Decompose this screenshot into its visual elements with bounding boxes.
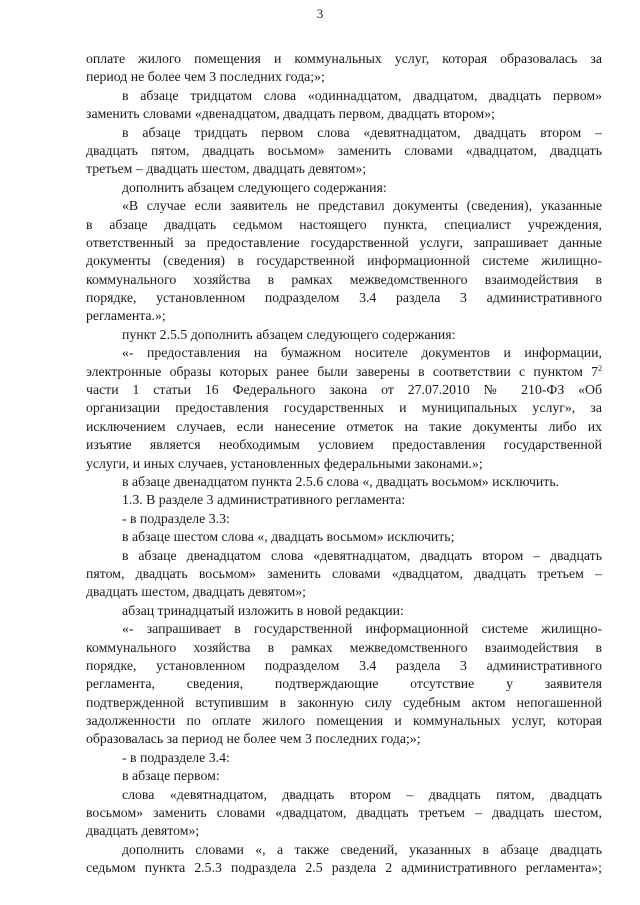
text-line: пятом, двадцать восьмом» заменить словами «двадцатом, двадцать третьем –	[86, 565, 602, 581]
text-line: «- предоставления на бумажном носителе документов и информации,	[122, 345, 602, 361]
text-line: слова «девятнадцатом, двадцать втором – двадцать пятом, двадцать	[122, 786, 602, 802]
text-line: электронные образы которых ранее были заверены в соответствии с пунктом $7^2$	[86, 363, 602, 379]
text-line: услуги, и иных случаев, установленных федеральными законами.»;	[86, 455, 483, 471]
text-line: подтвержденной вступившим в законную силу судебным актом непогашенной	[86, 694, 602, 710]
text-line: восьмом» заменить словами «двадцатом, двадцать третьем – двадцать шестом,	[86, 805, 602, 821]
text-line: двадцать девятом»;	[86, 823, 200, 839]
text-line: 1.3. В разделе 3 административного регламента:	[122, 492, 406, 508]
text-line: период не более чем 3 последних года;»;	[86, 69, 325, 85]
text-line: двадцать пятом, двадцать восьмом» заменить словами «двадцатом, двадцать	[86, 142, 602, 158]
text-line: регламента.»;	[86, 308, 166, 324]
text-line: в абзаце двадцать седьмом настоящего пункта, специалист учреждения,	[86, 216, 602, 232]
text-line: двадцать шестом, двадцать девятом»;	[86, 584, 306, 600]
text-line: исключением случаев, если нанесение отметок на такие документы либо их	[86, 418, 602, 434]
text-line: коммунального хозяйства в рамках межведомственного взаимодействия в	[86, 639, 602, 655]
text-line: «В случае если заявитель не представил документы (сведения), указанные	[122, 198, 602, 214]
text-line: оплате жилого помещения и коммунальных услуг, которая образовалась за	[86, 51, 602, 66]
text-line: в абзаце двенадцатом слова «девятнадцатом, двадцать втором – двадцать	[122, 547, 602, 563]
text-line: порядке, установленном подразделом 3.4 раздела 3 административного	[86, 290, 602, 306]
text-line: образовалась за период не более чем 3 последних года;»;	[86, 731, 421, 747]
text-line: в абзаце шестом слова «, двадцать восьмом» исключить;	[122, 529, 455, 545]
text-line: абзац тринадцатый изложить в новой редакции:	[122, 602, 404, 618]
text-line: ответственный за предоставление государственной услуги, запрашивает данные	[86, 234, 602, 250]
page-number: 3	[316, 6, 324, 21]
text-line: пункт 2.5.5 дополнить абзацем следующего содержания:	[122, 326, 456, 342]
text-line: задолженности по оплате жилого помещения и коммунальных услуг, которая	[86, 713, 602, 729]
text-line: седьмом пункта 2.5.3 подраздела 2.5 раздела 2 административного регламента»;	[86, 860, 602, 876]
text-line: - в подразделе 3.4:	[122, 749, 230, 765]
text-line: организации предоставления государственных и муниципальных услуг», за	[86, 400, 602, 416]
text-line: дополнить абзацем следующего содержания:	[122, 179, 387, 195]
text-line: «- запрашивает в государственной информационной системе жилищно-	[122, 621, 602, 637]
text-line: документы (сведения) в государственной информационной системе жилищно-	[86, 253, 602, 269]
text-line: заменить словами «двенадцатом, двадцать первом, двадцать втором»;	[86, 106, 495, 122]
text-line: коммунального хозяйства в рамках межведомственного взаимодействия в	[86, 271, 602, 287]
text-line: изъятие является необходимым условием предоставления государственной	[86, 437, 602, 453]
superscript: 2	[598, 363, 602, 373]
text-line: дополнить словами «, а также сведений, указанных в абзаце двадцать	[122, 841, 602, 857]
text-line: в абзаце двенадцатом пункта 2.5.6 слова «, двадцать восьмом» исключить.	[122, 473, 560, 489]
text-line: порядке, установленном подразделом 3.4 раздела 3 административного	[86, 657, 602, 673]
text-line: части 1 статьи 16 Федерального закона от 27.07.2010 № 210-ФЗ «Об	[86, 382, 602, 398]
text-line: в абзаце тридцать первом слова «девятнадцатом, двадцать втором –	[122, 124, 602, 140]
text-line: в абзаце тридцатом слова «одиннадцатом, двадцатом, двадцать первом»	[122, 87, 602, 103]
text-line: - в подразделе 3.3:	[122, 510, 230, 526]
text-line: в абзаце первом:	[122, 768, 220, 784]
document-body	[86, 50, 602, 878]
text-line: регламента, сведения, подтверждающие отсутствие у заявителя	[86, 676, 602, 692]
text-line: третьем – двадцать шестом, двадцать девятом»;	[86, 161, 367, 177]
